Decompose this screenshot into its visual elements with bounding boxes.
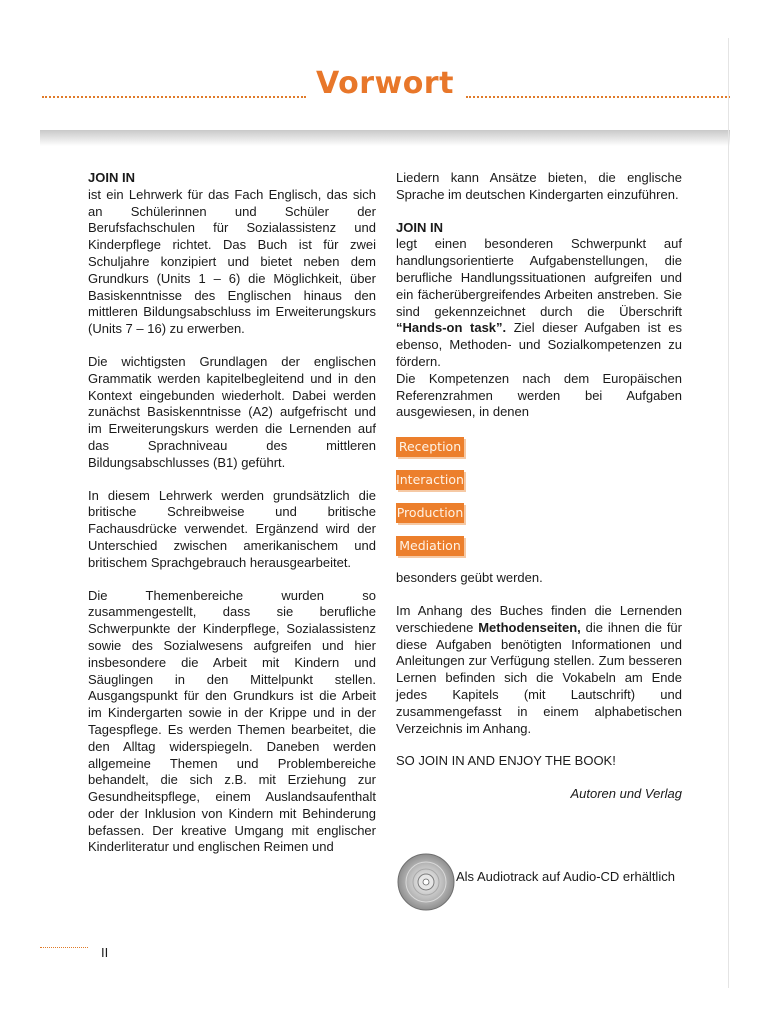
right-paragraph-3: Die Kompetenzen nach dem Europäischen Referenzrahmen werden bei Aufgaben ausgewiesen, in denen [396,370,682,420]
audio-cd-note: Als Audiotrack auf Audio-CD erhältlich [456,869,675,884]
signature: Autoren und Verlag [570,786,682,802]
page-edge-line [728,38,729,988]
join-in-heading: JOIN IN [88,170,135,185]
page-number: II [101,945,109,960]
right-paragraph-2-text-a: legt einen besonderen Schwerpunkt auf handlungsorientierte Aufgabenstellungen, die berufliche Handlungssituationen aufgreifen und ein fächerübergreifendes Arbeiten anstreben. Sie sind gekennzeichnet durch die Überschrift [396,236,682,319]
title-dots-left [42,96,306,98]
title-dots-right [466,96,730,98]
tag-mediation: Mediation [396,536,464,556]
left-column [88,170,376,872]
tag-interaction: Interaction [396,470,464,490]
left-paragraph-2: Die wichtigsten Grundlagen der englischen Grammatik werden kapitelbegleitend und in den Kontext eingebunden wiederholt. Dabei werden zunächst Basiskenntnisse (A2) aufgefrischt und im Erweiterungskurs werden die Lernenden auf das Sprachniveau des mittleren Bildungsabschlusses (B1) geführt. [88,353,376,470]
left-paragraph-3: In diesem Lehrwerk werden grundsätzlich die britische Schreibweise und britische Fachausdrücke verwendet. Ergänzend wird der Unterschied zwischen amerikanischem und britischem Sprachgebrauch herausgearbeitet. [88,487,376,570]
footer-dots [40,947,88,948]
left-paragraph-1 [88,170,376,338]
cd-icon [396,852,456,912]
right-paragraph-5-text-a: Im Anhang des Buches finden die Lernenden verschiedene [396,602,682,635]
competence-tags [396,437,682,556]
right-paragraph-2-text-b: Ziel dieser Aufgaben ist es ebenso, Methoden- und Sozialkompetenzen zu fördern. [396,320,682,369]
left-paragraph-1-text: ist ein Lehrwerk für das Fach Englisch, das sich an Schülerinnen und Schüler der Berufsfachschulen für Sozialassistenz und Kinderpflege richtet. Das Buch ist für zwei Schuljahre konzipiert und bietet neben dem Grundkurs (Units 1 – 6) die Möglichkeit, über Basiskenntnisse des Englischen hinaus den mittleren Bildungsabschluss im Erweiterungskurs (Units 7 – 16) zu erwerben. [88,186,376,337]
tag-reception: Reception [396,437,464,457]
join-in-heading-2: JOIN IN [396,219,443,235]
hands-on-task-label: “Hands-on task”. [396,320,507,336]
left-paragraph-4: Die Themenbereiche wurden so zusammengestellt, dass sie berufliche Schwerpunkte der Kinderpflege, Sozialassistenz sowie des Sozialwesens aufgreifen und hier insbesondere die Arbeit mit Kindern und Säuglingen in den Mittelpunkt stellen. Ausgangspunkt für den Grundkurs ist die Arbeit im Kindergarten sowie in der Krippe und in der Tagespflege. Es werden Themen bearbeitet, die den Alltag widerspiegeln. Daneben werden allgemeine Themen und Problembereiche behandelt, die sich z.B. mit Erziehung zur Gesundheitspflege, einem Auslandsaufenthalt oder der Inklusion von Kindern mit Behinderung befassen. Der kreative Umgang mit englischer Kinderliteratur und englischen Reimen und [88,587,376,855]
right-paragraph-5 [396,603,682,737]
tag-production: Production [396,503,464,523]
right-paragraph-5-text-b: die ihnen die für diese Aufgaben benötigten Informationen und Anleitungen zur Verfügung stellen. Zum besseren Lernen befinden sich die Vokabeln am Ende jedes Kapitels (mit Lautschrift) und zusammengefasst in einem alphabetischen Verzeichnis im Anhang. [396,619,682,736]
right-column [396,170,682,819]
right-paragraph-1: Liedern kann Ansätze bieten, die englische Sprache im deutschen Kindergarten einzuführen. [396,170,682,202]
right-paragraph-2 [396,220,682,422]
header-shadow-bar [40,130,730,146]
page-title: Vorwort [316,66,454,101]
methodenseiten-label: Methodenseiten, [478,619,581,635]
right-paragraph-4: besonders geübt werden. [396,570,543,586]
closing-line: SO JOIN IN AND ENJOY THE BOOK! [396,753,616,769]
